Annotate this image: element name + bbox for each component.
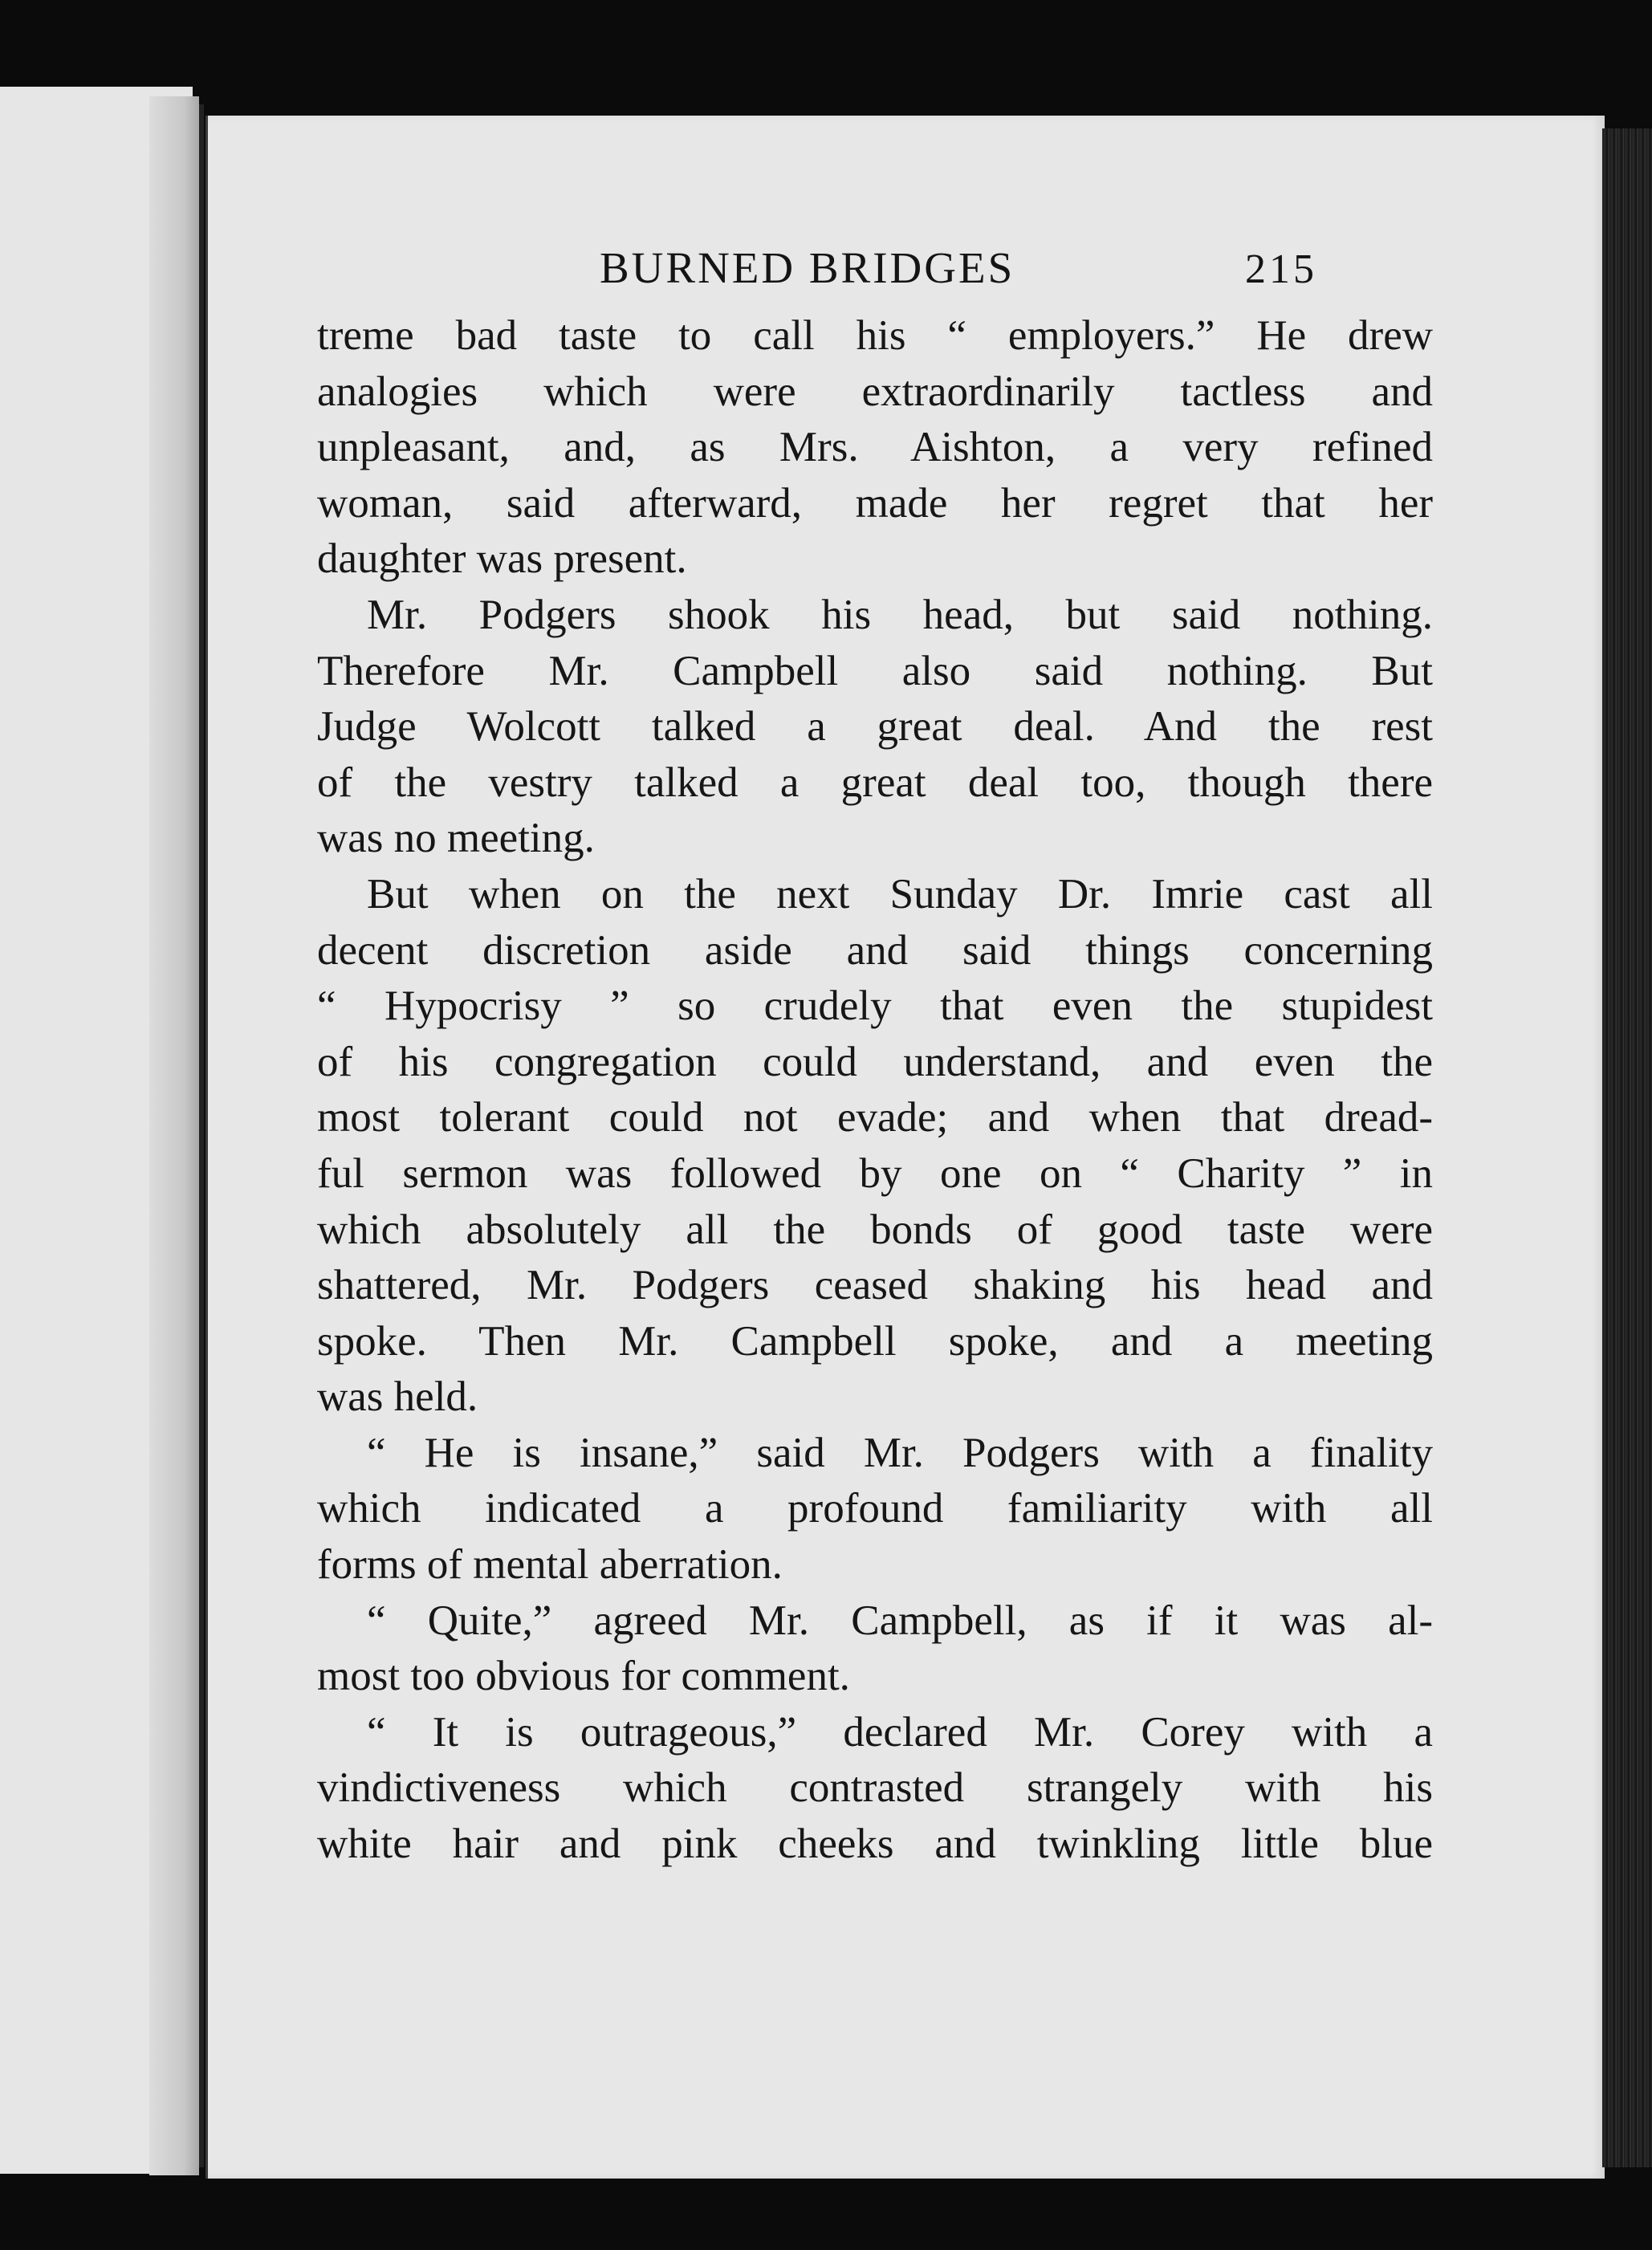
paragraph xyxy=(317,1426,1433,1593)
text-line: Judge Wolcott talked a great deal. And the rest xyxy=(317,703,1433,751)
page-edges xyxy=(1602,128,1652,2167)
text-line: vindictiveness which contrasted strangely with his xyxy=(317,1764,1433,1812)
text-line: was held. xyxy=(317,1373,478,1421)
page-title: BURNED BRIDGES xyxy=(600,243,1015,292)
gutter-line xyxy=(199,104,204,2167)
text-line: unpleasant, and, as Mrs. Aishton, a very refined xyxy=(317,424,1433,471)
page-number: 215 xyxy=(1245,246,1317,292)
paragraph xyxy=(317,1705,1433,1873)
text-line: woman, said afterward, made her regret that her xyxy=(317,479,1433,527)
paragraph xyxy=(317,867,1433,1426)
text-line: which indicated a profound familiarity with all xyxy=(317,1485,1433,1532)
book-page xyxy=(205,116,1605,2179)
text-line: of the vestry talked a great deal too, though there xyxy=(317,759,1433,806)
paragraph xyxy=(317,588,1433,867)
text-line: most too obvious for comment. xyxy=(317,1653,850,1700)
text-line: most tolerant could not evade; and when that dread- xyxy=(317,1094,1433,1141)
text-line: ful sermon was followed by one on “ Charity ” in xyxy=(317,1149,1433,1197)
paragraph xyxy=(317,308,1433,588)
text-line: treme bad taste to call his “ employers.” He drew xyxy=(317,312,1433,359)
text-line: But when on the next Sunday Dr. Imrie cast all xyxy=(367,870,1433,917)
text-line: shattered, Mr. Podgers ceased shaking his head and xyxy=(317,1262,1433,1309)
text-line: forms of mental aberration. xyxy=(317,1541,783,1589)
text-line: “ He is insane,” said Mr. Podgers with a finality xyxy=(367,1429,1433,1476)
text-line: Therefore Mr. Campbell also said nothing. But xyxy=(317,647,1433,694)
text-line: Mr. Podgers shook his head, but said nothing. xyxy=(367,591,1433,638)
body-text xyxy=(317,308,1433,1873)
text-line: was no meeting. xyxy=(317,815,595,862)
running-head xyxy=(208,242,1605,307)
text-line: daughter was present. xyxy=(317,535,687,583)
text-line: “ Hypocrisy ” so crudely that even the stupidest xyxy=(317,983,1433,1030)
text-line: decent discretion aside and said things concerning xyxy=(317,926,1433,974)
paragraph xyxy=(317,1593,1433,1705)
text-line: white hair and pink cheeks and twinkling little blue xyxy=(317,1821,1433,1868)
text-line: of his congregation could understand, and even the xyxy=(317,1038,1433,1085)
text-line: “ Quite,” agreed Mr. Campbell, as if it was al- xyxy=(367,1597,1433,1644)
book-gutter xyxy=(149,96,199,2175)
text-line: analogies which were extraordinarily tactless and xyxy=(317,368,1433,415)
text-line: which absolutely all the bonds of good taste were xyxy=(317,1206,1433,1253)
text-line: “ It is outrageous,” declared Mr. Corey with a xyxy=(367,1708,1433,1756)
text-line: spoke. Then Mr. Campbell spoke, and a meeting xyxy=(317,1317,1433,1365)
